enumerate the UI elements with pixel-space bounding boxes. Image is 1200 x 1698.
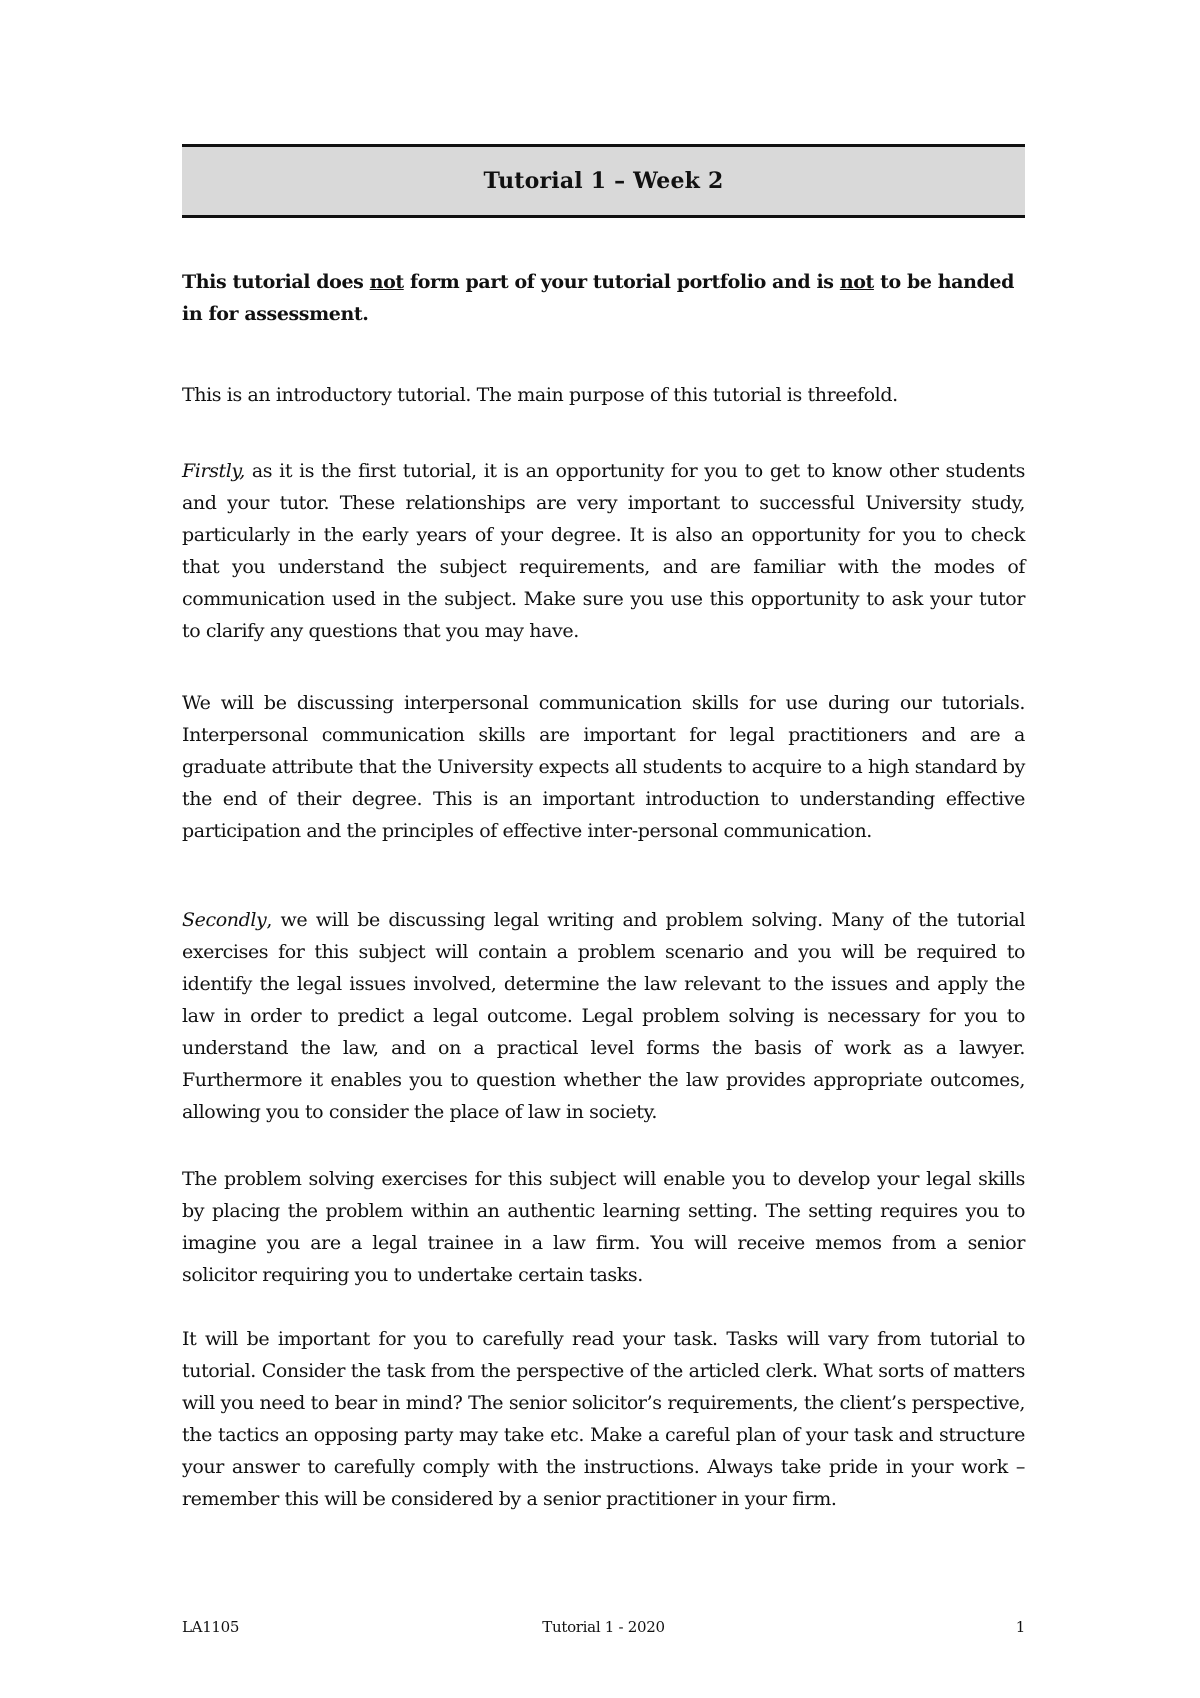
task-paragraph (182, 1323, 1025, 1515)
intro-paragraph (182, 379, 1025, 411)
secondly-body: , we will be discussing legal writing and problem solving. Many of the tutorial exercises for this subject will contain a problem scenario and you will be required to identify the legal issues involved, determine the law relevant to the issues and apply the law in order to predict a legal outcome. Legal problem solving is necessary for you to understand the law, and on a practical level forms the basis of work as a lawyer. Furthermore it enables you to question whether the law provides appropriate outcomes, allowing you to consider the place of law in society. (182, 909, 1025, 1123)
page-title: Tutorial 1 – Week 2 (483, 168, 724, 194)
footer-title: Tutorial 1 - 2020 (542, 1618, 665, 1636)
page-footer (182, 1618, 1025, 1638)
firstly-paragraph (182, 455, 1025, 647)
notice-part-3: to be handed in for assessment. (182, 271, 1014, 325)
communication-paragraph (182, 687, 1025, 847)
notice-part-1: This tutorial does (182, 271, 370, 293)
communication-text: We will be discussing interpersonal communication skills for use during our tutorials. Interpersonal communication skills are important for legal practitioners and are a graduate attribute that the University expects all students to acquire to a high standard by the end of their degree. This is an important introduction to understanding effective participation and the principles of effective inter-personal communication. (182, 692, 1025, 842)
footer-subject-code: LA1105 (182, 1618, 240, 1636)
firstly-text (182, 455, 1025, 647)
secondly-text (182, 904, 1025, 1128)
assessment-notice (182, 266, 1025, 330)
title-banner (182, 144, 1025, 218)
footer-page-number: 1 (1015, 1618, 1025, 1636)
assessment-notice-text (182, 266, 1025, 330)
secondly-paragraph (182, 904, 1025, 1128)
secondly-lead: Secondly (182, 909, 267, 931)
notice-not-2: not (839, 271, 874, 293)
problem-solving-paragraph (182, 1163, 1025, 1291)
firstly-lead: Firstly, (182, 460, 245, 482)
intro-text: This is an introductory tutorial. The main purpose of this tutorial is threefold. (182, 384, 898, 406)
notice-not-1: not (369, 271, 404, 293)
notice-part-2: form part of your tutorial portfolio and is (403, 271, 840, 293)
problem-solving-text: The problem solving exercises for this subject will enable you to develop your legal skills by placing the problem within an authentic learning setting. The setting requires you to imagine you are a legal trainee in a law firm. You will receive memos from a senior solicitor requiring you to undertake certain tasks. (182, 1168, 1025, 1286)
firstly-body: as it is the first tutorial, it is an opportunity for you to get to know other students and your tutor. These relationships are very important to successful University study, particularly in the early years of your degree. It is also an opportunity for you to check that you understand the subject requirements, and are familiar with the modes of communication used in the subject. Make sure you use this opportunity to ask your tutor to clarify any questions that you may have. (182, 460, 1025, 642)
task-text: It will be important for you to carefully read your task. Tasks will vary from tutorial to tutorial. Consider the task from the perspective of the articled clerk. What sorts of matters will you need to bear in mind? The senior solicitor’s requirements, the client’s perspective, the tactics an opposing party may take etc. Make a careful plan of your task and structure your answer to carefully comply with the instructions. Always take pride in your work – remember this will be considered by a senior practitioner in your firm. (182, 1328, 1025, 1510)
